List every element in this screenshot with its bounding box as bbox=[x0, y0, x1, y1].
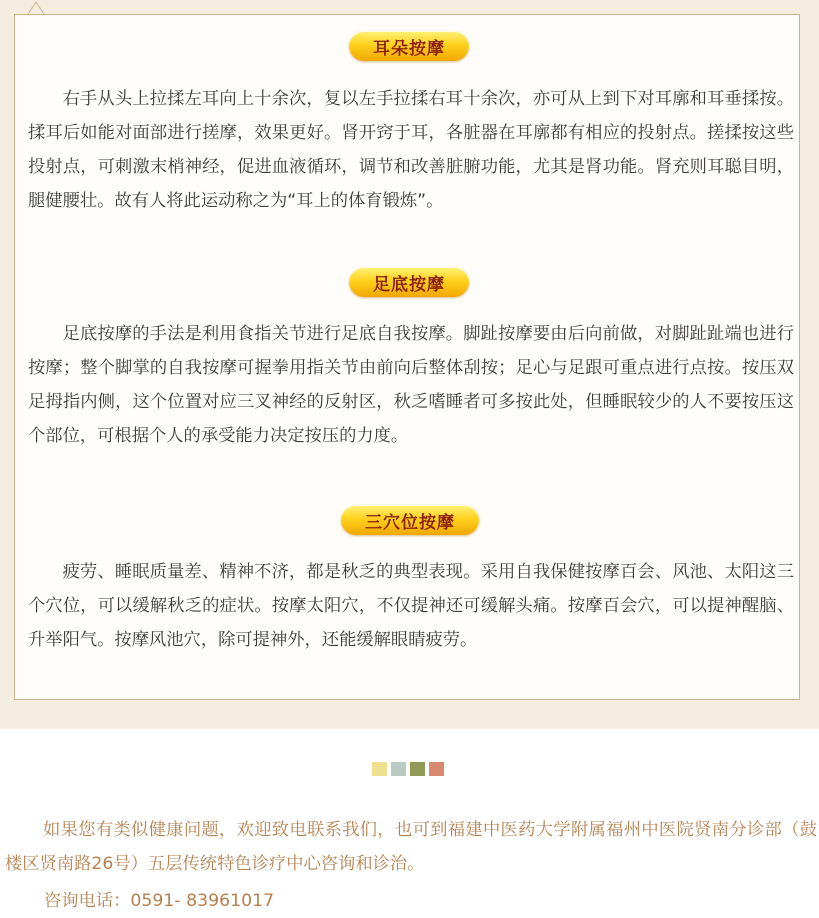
section-title-acupoint-massage: 三穴位按摩 bbox=[341, 505, 479, 535]
section-body-foot-massage: 足底按摩的手法是利用食指关节进行足底自我按摩。脚趾按摩要由后向前做，对脚趾趾端也进行按摩；整个脚掌的自我按摩可握拳用指关节由前向后整体刮按；足心与足跟可重点进行点按。按压双足拇指内侧，这个位置对应三叉神经的反射区，秋乏嗜睡者可多按此处，但睡眠较少的人不要按压这个部位，可根据个人的承受能力决定按压的力度。 bbox=[28, 324, 794, 446]
consultation-phone: 咨询电话：0591- 83961017 bbox=[44, 891, 275, 911]
corner-notch-decoration bbox=[26, 0, 46, 14]
color-divider bbox=[372, 762, 444, 776]
section-title-foot-massage: 足底按摩 bbox=[349, 267, 469, 297]
divider-dot bbox=[372, 762, 387, 776]
section-body-ear-massage: 右手从头上拉揉左耳向上十余次，复以左手拉揉右耳十余次，亦可从上到下对耳廓和耳垂揉按。揉耳后如能对面部进行搓摩，效果更好。肾开窍于耳，各脏器在耳廓都有相应的投射点。搓揉按这些投射点，可刺激末梢神经，促进血液循环，调节和改善脏腑功能，尤其是肾功能。肾充则耳聪目明，腿健腰壮。故有人将此运动称之为“耳上的体育锻炼”。 bbox=[28, 89, 794, 211]
section-body-acupoint-massage: 疲劳、睡眠质量差、精神不济，都是秋乏的典型表现。采用自我保健按摩百会、风池、太阳这三个穴位，可以缓解秋乏的症状。按摩太阳穴，不仅提神还可缓解头痛。按摩百会穴，可以提神醒脑、升举阳气。按摩风池穴，除可提神外，还能缓解眼睛疲劳。 bbox=[28, 562, 794, 650]
divider-dot bbox=[410, 762, 425, 776]
section-title-ear-massage: 耳朵按摩 bbox=[349, 31, 469, 61]
divider-dot bbox=[391, 762, 406, 776]
divider-dot bbox=[429, 762, 444, 776]
contact-info-text: 如果您有类似健康问题，欢迎致电联系我们，也可到福建中医药大学附属福州中医院贤南分诊部（鼓楼区贤南路26号）五层传统特色诊疗中心咨询和诊治。 bbox=[5, 820, 817, 874]
